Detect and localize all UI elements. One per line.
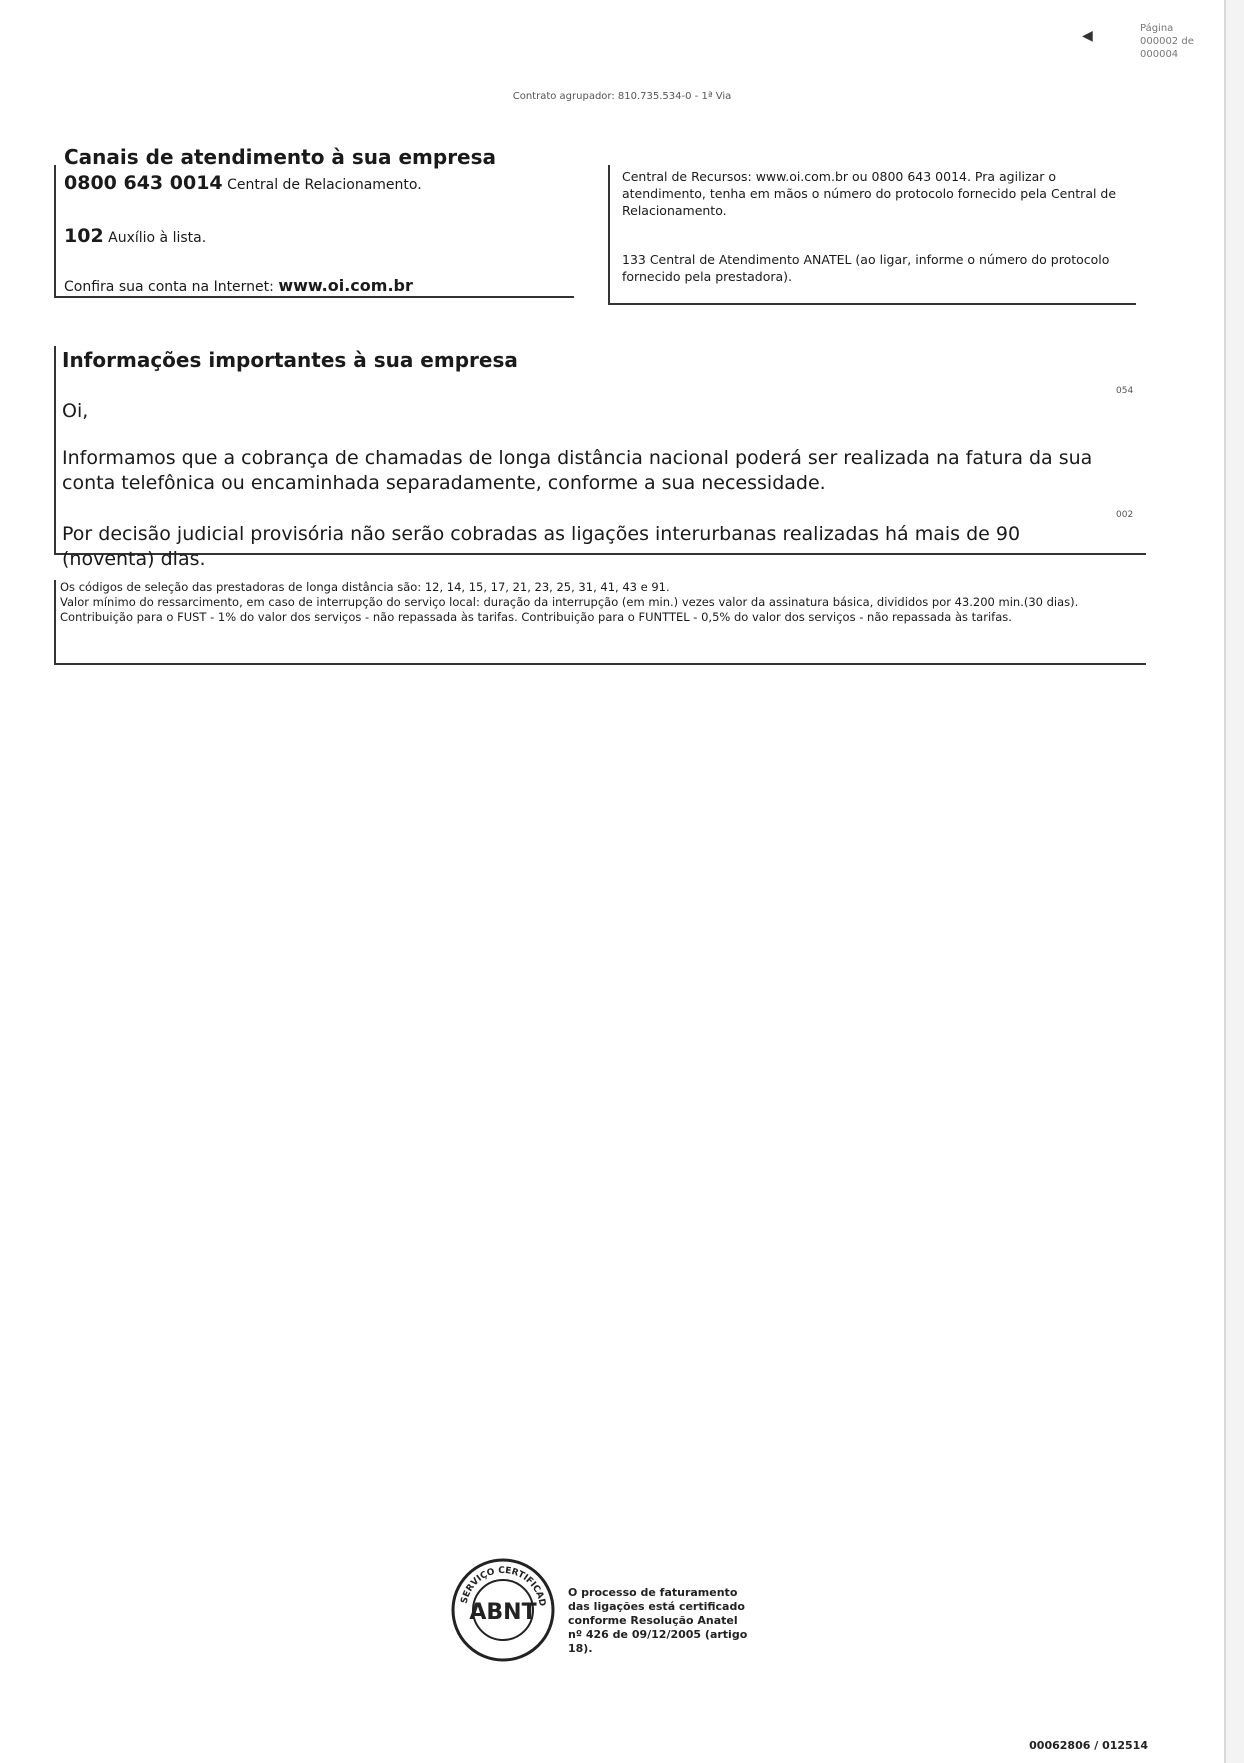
legal-notes-box [54,580,1146,666]
page-total: 000004 [1140,49,1179,60]
contract-line: Contrato agrupador: 810.735.534-0 - 1ª Via [512,91,732,102]
relationship-phone: 0800 643 0014 [64,172,223,194]
relationship-line [64,172,422,194]
page-connector: de [1181,36,1194,47]
greeting: Oi, [62,400,89,422]
box-left-rule [54,580,56,664]
internet-line [64,276,413,295]
seal-center-text: ABNT [469,1600,537,1625]
carrier-codes-note: Os códigos de seleção das prestadoras de longa distância são: 12, 14, 15, 17, 21, 23, 25, 31, 41, 43 e 91. [60,580,670,594]
legal-notes [60,580,1146,625]
box-left-rule [54,346,56,554]
appeals-box [608,165,1148,305]
box-bottom-rule [54,296,574,298]
abnt-certification-seal [448,1555,558,1665]
message-code: 054 [1116,386,1134,396]
document-number: 00062806 / 012514 [1029,1739,1148,1752]
court-decision-paragraph: Por decisão judicial provisória não serão cobradas as ligações interurbanas realizadas há mais de 90 (noventa) dias. [62,523,1021,570]
scan-edge [1226,0,1244,1763]
internet-site: www.oi.com.br [278,276,413,295]
relationship-desc: Central de Relacionamento. [227,177,422,193]
page-label: Página [1140,23,1174,34]
page-current-line [1140,35,1210,48]
box-bottom-rule [54,663,1146,665]
long-distance-paragraph: Informamos que a cobrança de chamadas de longa distância nacional poderá ser realizada na fatura da sua conta telefônica ou encaminhada separadamente, conforme a sua necessidade. [62,447,1093,494]
service-channels-title: Canais de atendimento à sua empresa [64,145,497,169]
certification-caption: O processo de faturamento das ligações está certificado conforme Resolução Anatel nº 426 de 09/12/2005 (artigo 18). [568,1586,748,1655]
page-current: 000002 [1140,36,1179,47]
page-indicator [1082,22,1210,61]
cursor-arrow-icon: ◀ [1082,28,1093,44]
message-code: 002 [1116,510,1134,520]
box-left-rule [54,165,56,297]
list-help-line [64,225,206,247]
anatel-center-text: 133 Central de Atendimento ANATEL (ao ligar, informe o número do protocolo fornecido pela prestadora). [622,252,1110,284]
list-help-number: 102 [64,225,104,247]
seal-ring-text: SERVIÇO CERTIFICAD [459,1565,547,1608]
box-left-rule [608,165,610,304]
list-help-desc: Auxílio à lista. [108,230,207,246]
appeals-center-text: Central de Recursos: www.oi.com.br ou 0800 643 0014. Pra agilizar o atendimento, tenha em mãos o número do protocolo fornecido pela Central de Relacionamento. [622,169,1117,218]
important-info-box [54,346,1146,570]
service-channels-box [54,145,574,305]
contribution-note: Contribuição para o FUST - 1% do valor dos serviços - não repassada às tarifas. Contribuição para o FUNTTEL - 0,5% do valor dos serviços - não repassada às tarifas. [60,610,1012,624]
box-bottom-rule [608,303,1136,305]
important-info-title: Informações importantes à sua empresa [62,348,518,372]
seal-icon [448,1555,558,1665]
internet-prefix: Confira sua conta na Internet: [64,279,274,295]
refund-note: Valor mínimo do ressarcimento, em caso de interrupção do serviço local: duração da interrupção (em min.) vezes valor da assinatura básica, divididos por 43.200 min.(30 dias). [60,595,1079,609]
